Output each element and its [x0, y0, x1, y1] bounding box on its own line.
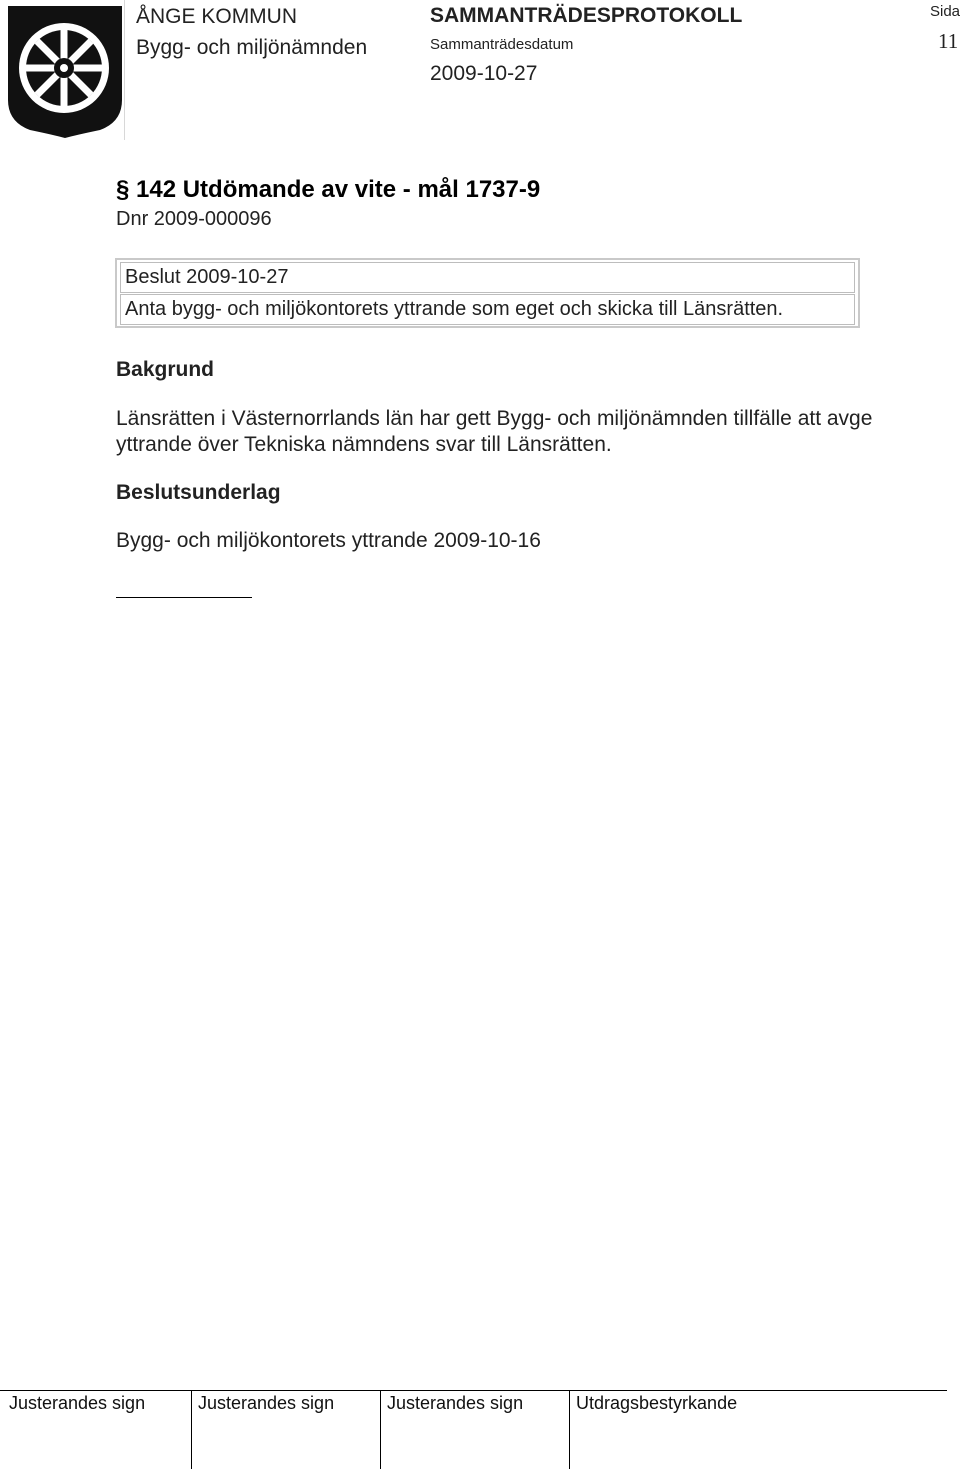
municipality-name: ÅNGE KOMMUN [136, 5, 298, 28]
footer-certification: Utdragsbestyrkande [576, 1393, 738, 1413]
item-dnr: Dnr 2009-000096 [116, 208, 272, 230]
footer-rule [0, 1390, 947, 1391]
wheel-emblem-icon [6, 4, 124, 138]
basis-heading: Beslutsunderlag [116, 481, 281, 504]
basis-text: Bygg- och miljökontorets yttrande 2009-10-16 [116, 529, 541, 552]
page-number: 11 [938, 29, 959, 53]
document-type: SAMMANTRÄDESPROTOKOLL [430, 4, 743, 27]
committee-name: Bygg- och miljönämnden [136, 36, 368, 59]
footer-sign-2: Justerandes sign [198, 1393, 335, 1413]
meeting-date-label: Sammanträdesdatum [430, 36, 574, 53]
background-text: Länsrätten i Västernorrlands län har gett Bygg- och miljönämnden tillfälle att avge yttrande över Tekniska nämndens svar till Länsrätten. [116, 407, 873, 456]
background-heading: Bakgrund [116, 358, 215, 381]
item-title: § 142 Utdömande av vite - mål 1737-9 [116, 176, 541, 203]
decision-text: Anta bygg- och miljökontorets yttrande som eget och skicka till Länsrätten. [125, 298, 784, 320]
decision-text-row [120, 294, 855, 325]
footer-sign-3: Justerandes sign [387, 1393, 524, 1413]
decision-box [115, 258, 860, 328]
decision-date: Beslut 2009-10-27 [125, 266, 289, 288]
meeting-date: 2009-10-27 [430, 62, 538, 85]
header-divider [124, 0, 125, 140]
footer-separator [569, 1391, 570, 1469]
page-label: Sida [930, 3, 960, 20]
end-rule [116, 597, 252, 598]
footer-separator [191, 1391, 192, 1469]
footer-sign-1: Justerandes sign [9, 1393, 146, 1413]
footer-separator [380, 1391, 381, 1469]
decision-date-row [120, 262, 855, 293]
